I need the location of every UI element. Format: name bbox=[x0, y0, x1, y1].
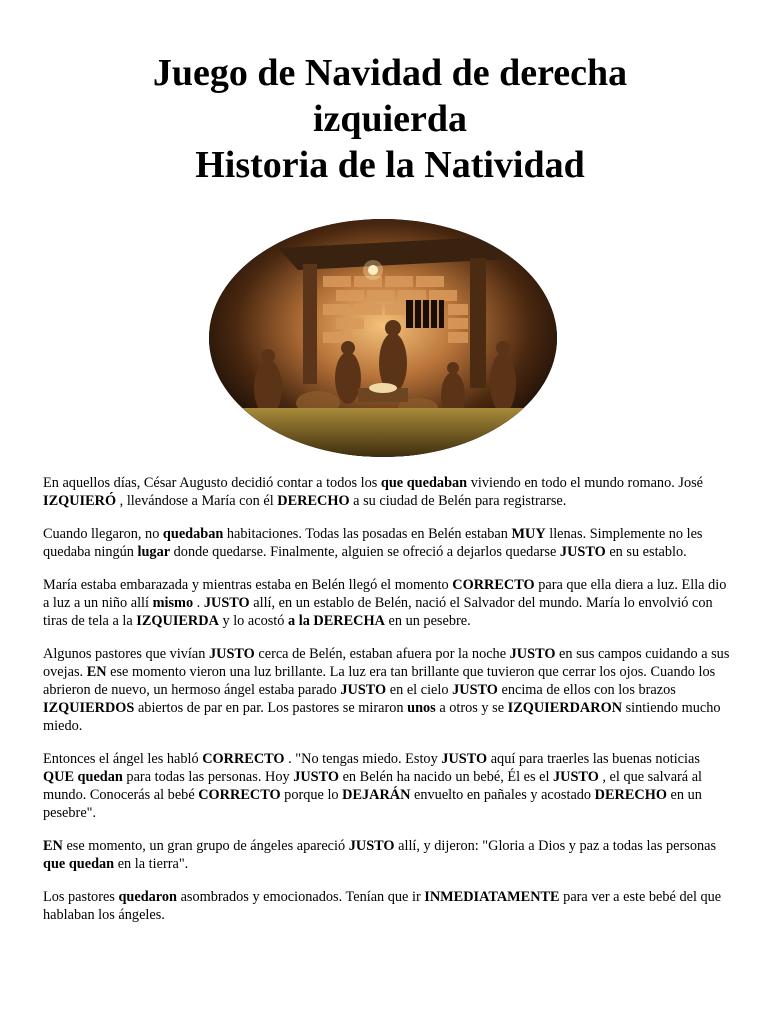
highlighted-word: CORRECTO bbox=[198, 787, 281, 803]
text-run: allí, en un establo de Belén, nació el Salvador del mundo. María lo envolvió con tiras de tela a la bbox=[43, 595, 713, 629]
text-run: ese momento vieron una luz brillante. La luz era tan brillante que tuvieron que cerrar los ojos. Cuando los abrieron de nuevo, un hermoso ángel estaba parado bbox=[43, 664, 716, 698]
highlighted-word: QUE quedan bbox=[43, 769, 123, 785]
highlighted-word: JUSTO bbox=[203, 595, 250, 611]
text-run: María estaba embarazada y mientras estaba en Belén llegó el momento bbox=[43, 577, 453, 593]
text-run: . bbox=[193, 595, 204, 611]
text-run: en sus campos cuidando a sus ovejas. bbox=[43, 646, 730, 680]
highlighted-word: JUSTO bbox=[340, 682, 387, 698]
highlighted-word: a la DERECHA bbox=[288, 613, 385, 629]
text-run: cerca de Belén, estaban afuera por la noche bbox=[254, 646, 510, 662]
text-run: encima de ellos con los brazos bbox=[497, 682, 676, 698]
document-title bbox=[40, 50, 740, 188]
text-run: en un pesebre. bbox=[384, 613, 471, 629]
highlighted-word: unos bbox=[407, 700, 436, 716]
text-run: sintiendo mucho miedo. bbox=[43, 700, 721, 734]
story-paragraph bbox=[43, 525, 733, 561]
story-paragraph bbox=[43, 474, 733, 510]
highlighted-word: IZQUIERÓ bbox=[43, 493, 117, 509]
highlighted-word: quedaban bbox=[162, 526, 224, 542]
highlighted-word: JUSTO bbox=[348, 838, 395, 854]
text-run: Algunos pastores que vivían bbox=[43, 646, 209, 662]
highlighted-word: mismo bbox=[152, 595, 194, 611]
highlighted-word: CORRECTO bbox=[452, 577, 535, 593]
story-paragraph bbox=[43, 837, 733, 873]
title-line-1: Juego de Navidad de derecha bbox=[152, 52, 628, 94]
text-run: en la tierra". bbox=[114, 856, 189, 872]
text-run: en el cielo bbox=[386, 682, 453, 698]
title-line-3: Historia de la Natividad bbox=[195, 144, 585, 186]
text-run: ese momento, un gran grupo de ángeles apareció bbox=[62, 838, 349, 854]
highlighted-word: JUSTO bbox=[559, 544, 606, 560]
highlighted-word: DERECHO bbox=[594, 787, 667, 803]
text-run: y lo acostó bbox=[218, 613, 288, 629]
story-paragraph bbox=[43, 576, 733, 630]
highlighted-word: lugar bbox=[137, 544, 171, 560]
text-run: para que ella diera a luz. Ella dio a luz a un niño allí bbox=[43, 577, 727, 611]
highlighted-word: JUSTO bbox=[293, 769, 340, 785]
text-run: para ver a este bebé del que hablaban los ángeles. bbox=[43, 889, 722, 923]
text-run: , el que salvará al mundo. Conocerás al bebé bbox=[43, 769, 703, 803]
text-run: Cuando llegaron, no bbox=[43, 526, 163, 542]
text-run: en un pesebre". bbox=[43, 787, 702, 821]
highlighted-word: IZQUIERDOS bbox=[43, 700, 135, 716]
text-run: llenas. Simplemente no les quedaba ningún bbox=[43, 526, 703, 560]
highlighted-word: IZQUIERDA bbox=[136, 613, 219, 629]
text-run: . "No tengas miedo. Estoy bbox=[284, 751, 442, 767]
text-run: habitaciones. Todas las posadas en Belén estaban bbox=[223, 526, 512, 542]
highlighted-word: DERECHO bbox=[277, 493, 350, 509]
highlighted-word: quedaron bbox=[118, 889, 177, 905]
text-run: Entonces el ángel les habló bbox=[43, 751, 203, 767]
highlighted-word: MUY bbox=[511, 526, 546, 542]
text-run: porque lo bbox=[280, 787, 343, 803]
highlighted-word: JUSTO bbox=[452, 682, 498, 698]
highlighted-word: EN bbox=[43, 838, 63, 854]
highlighted-word: INMEDIATAMENTE bbox=[424, 889, 560, 905]
story-paragraph bbox=[43, 888, 733, 924]
highlighted-word: EN bbox=[86, 664, 107, 680]
text-run: a otros y se bbox=[435, 700, 508, 716]
story-paragraph bbox=[43, 645, 733, 735]
highlighted-word: JUSTO bbox=[509, 646, 556, 662]
text-run: viviendo en todo el mundo romano. José bbox=[467, 475, 704, 491]
text-run: En aquellos días, César Augusto decidió contar a todos los bbox=[43, 475, 381, 491]
title-line-2: izquierda bbox=[312, 98, 468, 140]
text-run: en Belén ha nacido un bebé, Él es el bbox=[339, 769, 553, 785]
nativity-scene-image bbox=[208, 218, 558, 458]
story-paragraph bbox=[43, 750, 733, 822]
text-run: envuelto en pañales y acostado bbox=[410, 787, 595, 803]
text-run: en su establo. bbox=[605, 544, 687, 560]
text-run: abiertos de par en par. Los pastores se miraron bbox=[134, 700, 408, 716]
text-run: , llevándose a María con él bbox=[116, 493, 278, 509]
highlighted-word: IZQUIERDARON bbox=[507, 700, 623, 716]
story-text bbox=[43, 474, 733, 939]
text-run: donde quedarse. Finalmente, alguien se ofreció a dejarlos quedarse bbox=[170, 544, 560, 560]
highlighted-word: JUSTO bbox=[441, 751, 488, 767]
highlighted-word: que quedan bbox=[43, 856, 115, 872]
highlighted-word: DEJARÁN bbox=[342, 787, 411, 803]
text-run: Los pastores bbox=[43, 889, 119, 905]
highlighted-word: que quedaban bbox=[380, 475, 468, 491]
highlighted-word: JUSTO bbox=[208, 646, 255, 662]
text-run: asombrados y emocionados. Tenían que ir bbox=[177, 889, 425, 905]
text-run: a su ciudad de Belén para registrarse. bbox=[349, 493, 567, 509]
highlighted-word: JUSTO bbox=[553, 769, 599, 785]
text-run: allí, y dijeron: "Gloria a Dios y paz a todas las personas bbox=[394, 838, 717, 854]
text-run: para todas las personas. Hoy bbox=[122, 769, 294, 785]
highlighted-word: CORRECTO bbox=[202, 751, 285, 767]
text-run: aquí para traerles las buenas noticias bbox=[487, 751, 700, 767]
